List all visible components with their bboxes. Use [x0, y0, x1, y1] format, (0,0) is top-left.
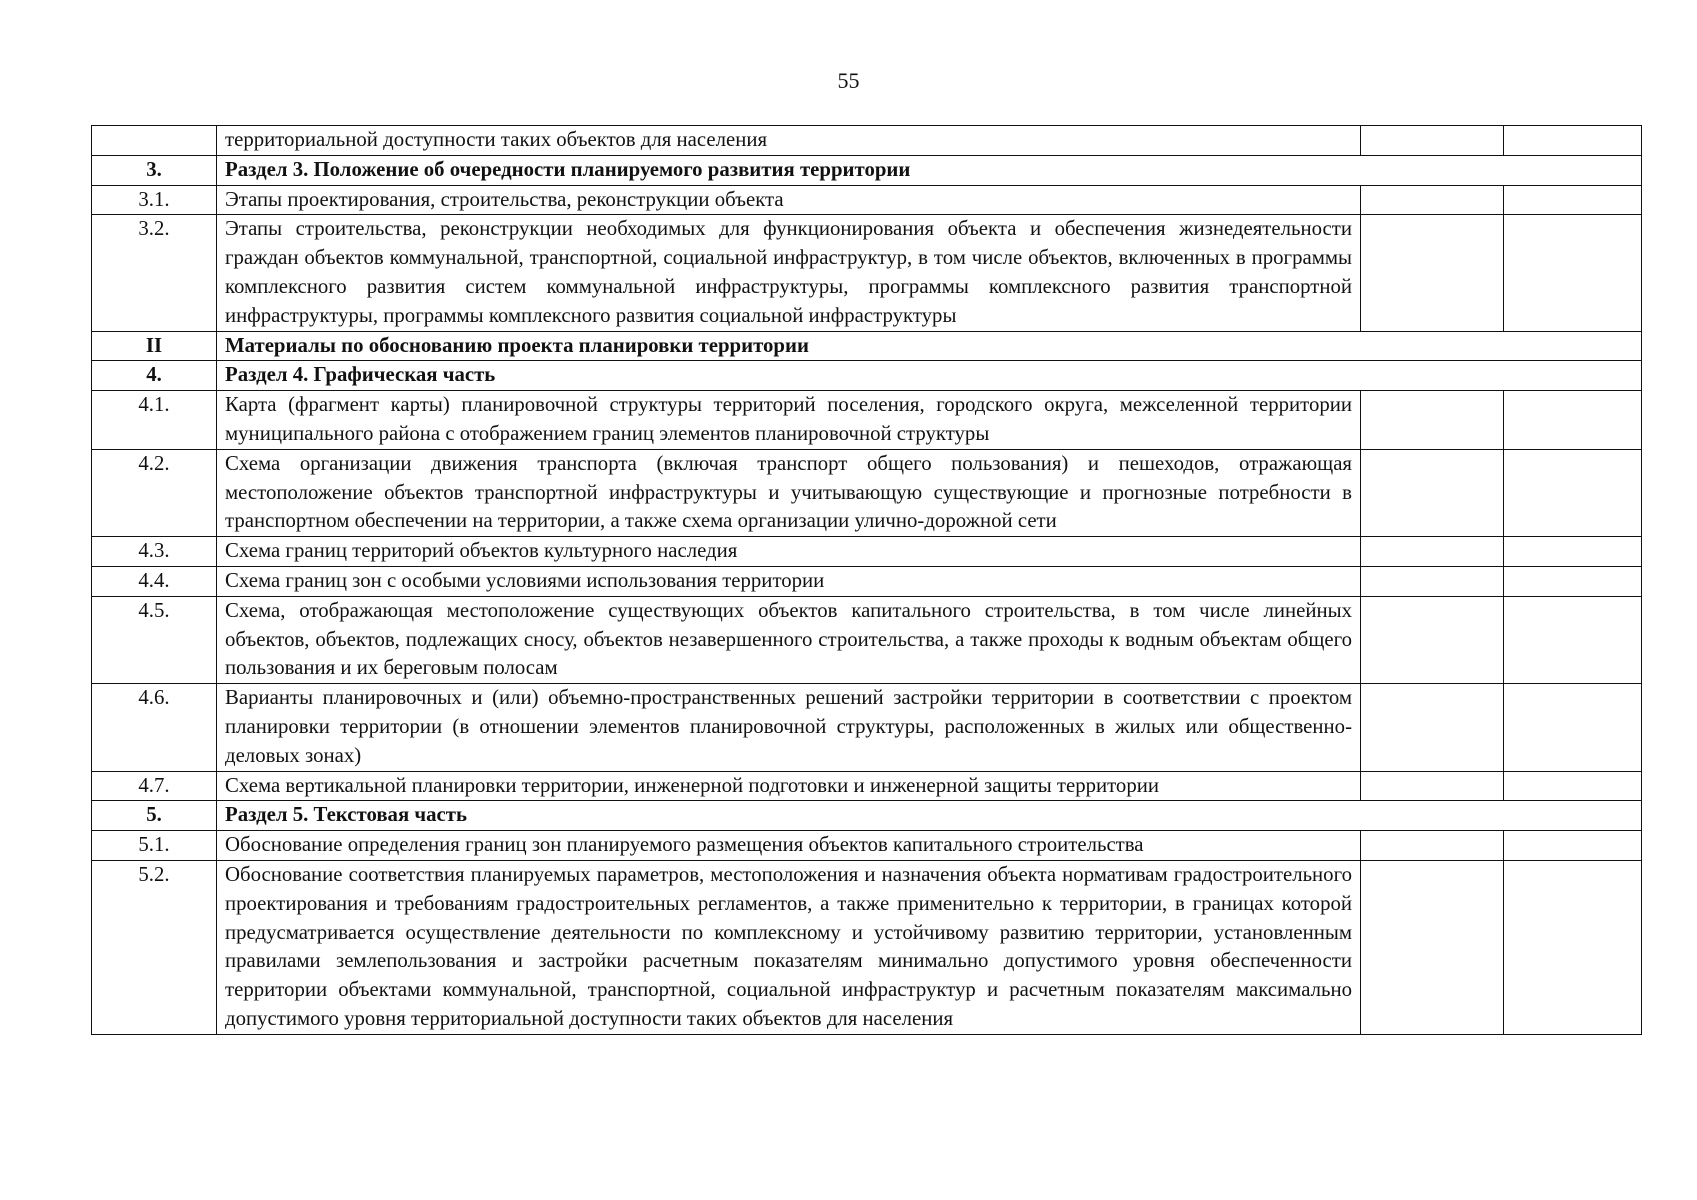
- row-number: 4.6.: [92, 684, 217, 771]
- row-number: II: [92, 331, 217, 361]
- row-number: 4.: [92, 361, 217, 391]
- empty-cell: [1361, 215, 1504, 331]
- table-row: [92, 215, 1642, 331]
- page-number: 55: [837, 68, 860, 93]
- empty-cell: [1504, 391, 1642, 450]
- row-number: 3.2.: [92, 215, 217, 331]
- row-text: Схема границ территорий объектов культурного наследия: [217, 537, 1361, 567]
- table-row: [92, 596, 1642, 683]
- empty-cell: [1504, 831, 1642, 861]
- row-text: Схема вертикальной планировки территории, инженерной подготовки и инженерной защиты территории: [217, 771, 1361, 801]
- row-number: 4.7.: [92, 771, 217, 801]
- empty-cell: [1361, 537, 1504, 567]
- table-row: [92, 126, 1642, 156]
- empty-cell: [1504, 449, 1642, 536]
- section-row: [92, 331, 1642, 361]
- empty-cell: [1361, 831, 1504, 861]
- row-text: территориальной доступности таких объектов для населения: [217, 126, 1361, 156]
- row-number: 4.3.: [92, 537, 217, 567]
- table-row: [92, 771, 1642, 801]
- row-text: Этапы строительства, реконструкции необходимых для функционирования объекта и обеспечения жизнедеятельности граждан объектов коммунальной, транспортной, социальной инфраструктур, в том числе объектов, включенных в программы комплексного развития систем коммунальной инфраструктуры, программы комплексного развития транспортной инфраструктуры, программы комплексного развития социальной инфраструктуры: [217, 215, 1361, 331]
- empty-cell: [1361, 860, 1504, 1034]
- row-number: 4.2.: [92, 449, 217, 536]
- section-row: [92, 361, 1642, 391]
- section-heading: Раздел 4. Графическая часть: [217, 361, 1642, 391]
- empty-cell: [1361, 684, 1504, 771]
- row-number: 3.: [92, 155, 217, 185]
- empty-cell: [1504, 185, 1642, 215]
- row-number: 5.: [92, 801, 217, 831]
- empty-cell: [1504, 566, 1642, 596]
- empty-cell: [1504, 596, 1642, 683]
- row-text: Обоснование соответствия планируемых параметров, местоположения и назначения объекта нормативам градостроительного проектирования и требованиям градостроительных регламентов, а также применительно к территории, в границах которой предусматривается осуществление деятельности по комплексному и устойчивому развитию территории, установленным правилами землепользования и застройки расчетным показателям минимально допустимого уровня обеспеченности территории объектами коммунальной, транспортной, социальной инфраструктур и расчетным показателям максимально допустимого уровня территориальной доступности таких объектов для населения: [217, 860, 1361, 1034]
- empty-cell: [1361, 596, 1504, 683]
- row-text: Обоснование определения границ зон планируемого размещения объектов капитального строительства: [217, 831, 1361, 861]
- row-text: Схема границ зон с особыми условиями использования территории: [217, 566, 1361, 596]
- empty-cell: [1504, 126, 1642, 156]
- row-number: 5.1.: [92, 831, 217, 861]
- empty-cell: [1361, 566, 1504, 596]
- table-row: [92, 684, 1642, 771]
- empty-cell: [1361, 771, 1504, 801]
- row-text: Схема организации движения транспорта (включая транспорт общего пользования) и пешеходов, отражающая местоположение объектов транспортной инфраструктуры и учитывающую существующие и прогнозные потребности в транспортном обеспечении на территории, а также схема организации улично-дорожной сети: [217, 449, 1361, 536]
- empty-cell: [1361, 126, 1504, 156]
- table-row: [92, 449, 1642, 536]
- row-number: 3.1.: [92, 185, 217, 215]
- table-row: [92, 860, 1642, 1034]
- section-row: [92, 155, 1642, 185]
- table-row: [92, 391, 1642, 450]
- section-row: [92, 801, 1642, 831]
- row-number: 4.1.: [92, 391, 217, 450]
- section-heading: Раздел 3. Положение об очередности планируемого развития территории: [217, 155, 1642, 185]
- row-text: Схема, отображающая местоположение существующих объектов капитального строительства, в том числе линейных объектов, объектов, подлежащих сносу, объектов незавершенного строительства, а также проходы к водным объектам общего пользования и их береговым полосам: [217, 596, 1361, 683]
- empty-cell: [1361, 449, 1504, 536]
- table-row: [92, 185, 1642, 215]
- empty-cell: [1504, 215, 1642, 331]
- section-heading: Раздел 5. Текстовая часть: [217, 801, 1642, 831]
- empty-cell: [1504, 684, 1642, 771]
- empty-cell: [1504, 537, 1642, 567]
- empty-cell: [1361, 185, 1504, 215]
- row-text: Этапы проектирования, строительства, реконструкции объекта: [217, 185, 1361, 215]
- row-number: 5.2.: [92, 860, 217, 1034]
- section-heading: Материалы по обоснованию проекта планировки территории: [217, 331, 1642, 361]
- table-row: [92, 537, 1642, 567]
- empty-cell: [1504, 860, 1642, 1034]
- row-text: Карта (фрагмент карты) планировочной структуры территорий поселения, городского округа, межселенной территории муниципального района с отображением границ элементов планировочной структуры: [217, 391, 1361, 450]
- table-row: [92, 566, 1642, 596]
- table-row: [92, 831, 1642, 861]
- empty-cell: [1504, 771, 1642, 801]
- empty-cell: [1361, 391, 1504, 450]
- row-number: 4.4.: [92, 566, 217, 596]
- row-number: 4.5.: [92, 596, 217, 683]
- row-text: Варианты планировочных и (или) объемно-пространственных решений застройки территории в соответствии с проектом планировки территории (в отношении элементов планировочной структуры, расположенных в жилых или общественно-деловых зонах): [217, 684, 1361, 771]
- document-table: [91, 125, 1642, 1035]
- row-number: [92, 126, 217, 156]
